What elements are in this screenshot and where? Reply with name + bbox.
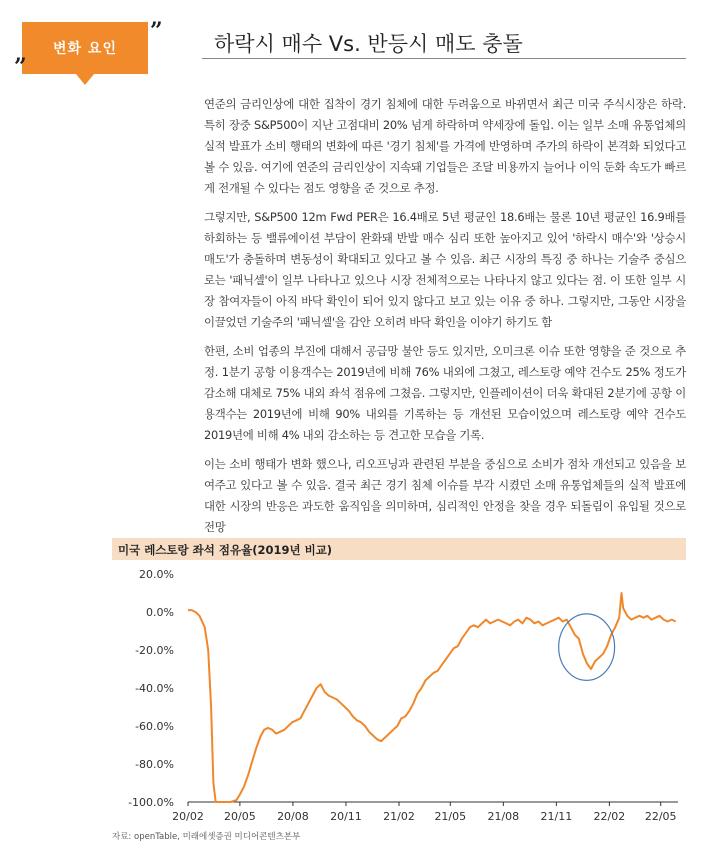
paragraph-4: 이는 소비 행태가 변화 했으나, 리오프닝과 관련된 부분을 중심으로 소비가 점차 개선되고 있음을 보여주고 있다고 볼 수 있음. 결국 최근 경기 침체 이슈를 부각 시켰던 소매 유통업체들의 실적 발표에 대한 시장의 반응은 과도한 움직임을 의미하며, 심리적인 안정을 찾을 경우 되돌림이 유입될 것으로 전망 (204, 457, 686, 534)
y-tick-label: 0.0% (146, 606, 174, 619)
chart-header-bar (112, 538, 686, 560)
y-tick-label: -20.0% (135, 644, 174, 657)
title-bar (202, 12, 686, 59)
series-line (188, 593, 676, 802)
x-tick-label: 20/05 (224, 810, 256, 823)
y-tick-label: -40.0% (135, 682, 174, 695)
x-tick-label: 21/02 (383, 810, 415, 823)
x-tick-label: 21/08 (487, 810, 520, 823)
section-tag (22, 22, 148, 74)
x-tick-label: 20/11 (330, 810, 362, 823)
paragraph-2: 그렇지만, S&P500 12m Fwd PER은 16.4배로 5년 평균인 18.6배는 물론 10년 평균인 16.9배를 하회하는 등 밸류에이션 부담이 완화돼 반발 매수 심리 또한 높아지고 있어 '하락시 매수'와 '상승시 매도'가 충돌하며 변동성이 확대되고 있다고 볼 수 있음. 최근 시장의 특징 중 하나는 기술주 중심으로는 '패닉셀'이 일부 나타나고 있으나 시장 전체적으로는 나타나지 않고 있다는 점. 이 또한 일부 시장 참여자들이 아직 바닥 확인이 되어 있지 않다고 보고 있는 이유 중 하나. 그렇지만, 그동안 시장을 이끌었던 기술주의 '패닉셀'을 감안 오히려 바닥 확인을 이야기 하기도 함 (204, 210, 686, 329)
quote-mark-open: ” (150, 18, 163, 44)
source-note: 자료: openTable, 미래에셋증권 미디어콘텐츠본부 (112, 832, 301, 842)
paragraph-1: 연준의 금리인상에 대한 집착이 경기 침체에 대한 두려움으로 바뀌면서 최근 미국 주식시장은 하락. 특히 장중 S&P500이 지난 고점대비 20% 넘게 하락하며 약세장에 돌입. 이는 일부 소매 유통업체의 실적 발표가 소비 행태의 변화에 따른 '경기 침체'를 가격에 반영하며 주가의 하락이 본격화 되었다고 볼 수 있음. 여기에 연준의 금리인상이 지속돼 기업들은 조달 비용까지 늘어나 이익 둔화 속도가 빠르게 전개될 수 있다는 점도 영향을 준 것으로 추정. (204, 97, 686, 195)
chart-title: 미국 레스토랑 좌석 점유율(2019년 비교) (118, 543, 333, 557)
quote-mark-close: ” (14, 54, 27, 80)
x-axis (172, 802, 676, 823)
page-title: 하락시 매수 Vs. 반등시 매도 충돌 (214, 32, 523, 56)
x-tick-label: 22/02 (593, 810, 626, 823)
paragraph-3: 한편, 소비 업종의 부진에 대해서 공급망 불안 등도 있지만, 오미크론 이슈 또한 영향을 준 것으로 추정. 1분기 공항 이용객수는 2019년에 비해 76% 내외에 그쳤고, 레스토랑 예약 건수도 25% 정도가 감소해 대체로 75% 내외 좌석 점유에 그쳤음. 그렇지만, 인플레이션이 더욱 확대된 2분기에 공항 이용객수는 2019년에 비해 90% 내외를 기록하는 등 개선된 모습이었으며 레스토랑 예약 건수도 2019년에 비해 4% 내외 감소하는 등 견고한 모습을 기록. (204, 344, 686, 442)
x-tick-label: 20/08 (277, 810, 309, 823)
x-tick-label: 21/11 (540, 810, 573, 823)
y-tick-label: -80.0% (135, 758, 174, 771)
restaurant-occupancy-chart (112, 562, 686, 824)
x-tick-label: 21/05 (434, 810, 467, 823)
body-text (204, 94, 686, 546)
x-tick-label: 22/05 (644, 810, 677, 823)
y-tick-label: -60.0% (135, 720, 174, 733)
x-tick-label: 20/02 (172, 810, 204, 823)
y-tick-label: -100.0% (128, 796, 174, 809)
y-tick-label: 20.0% (139, 568, 174, 581)
y-axis (128, 568, 174, 809)
section-tag-label: 변화 요인 (53, 41, 117, 57)
